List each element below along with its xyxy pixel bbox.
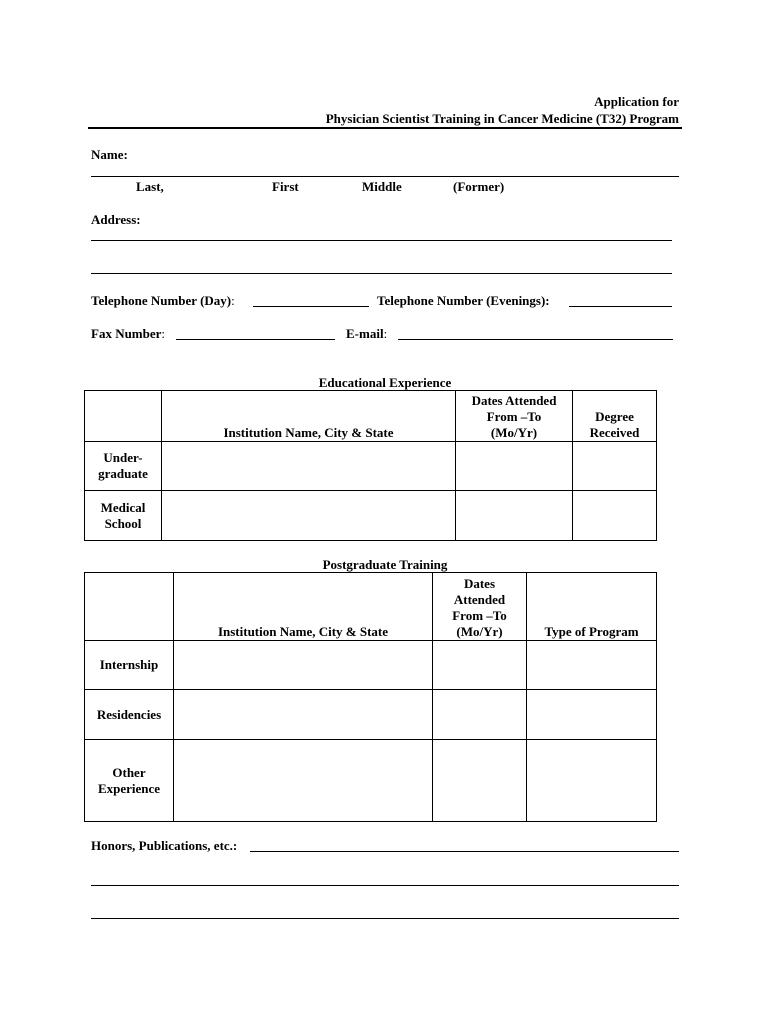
postgraduate-header-blank [85, 573, 174, 641]
name-label: Name: [91, 147, 128, 162]
postgraduate-cell-dates[interactable] [433, 740, 527, 822]
education-header-blank [85, 391, 162, 442]
postgraduate-row-label: Internship [85, 641, 174, 690]
education-title: Educational Experience [318, 375, 452, 390]
name-sub-middle: Middle [362, 179, 402, 194]
education-table [84, 390, 657, 541]
postgraduate-cell-institution[interactable] [174, 740, 433, 822]
postgraduate-cell-program-type[interactable] [527, 641, 657, 690]
postgraduate-header-program-type: Type of Program [527, 573, 657, 641]
honors-label: Honors, Publications, etc.: [91, 838, 238, 853]
phone-evening-label: Telephone Number (Evenings): [377, 293, 550, 308]
email-input-line[interactable] [398, 339, 673, 340]
education-cell-institution[interactable] [162, 442, 456, 491]
address-label: Address: [91, 212, 141, 227]
name-sub-former: (Former) [453, 179, 505, 194]
education-row-label: Under- graduate [85, 442, 162, 491]
postgraduate-cell-program-type[interactable] [527, 740, 657, 822]
education-cell-degree[interactable] [573, 442, 657, 491]
honors-input-line-3[interactable] [91, 918, 679, 919]
postgraduate-cell-institution[interactable] [174, 690, 433, 740]
address-line-2[interactable] [91, 273, 672, 274]
postgraduate-header-institution: Institution Name, City & State [174, 573, 433, 641]
postgraduate-cell-dates[interactable] [433, 690, 527, 740]
postgraduate-title: Postgraduate Training [322, 557, 448, 572]
email-label: E-mail: [346, 326, 388, 341]
fax-input-line[interactable] [176, 339, 335, 340]
phone-day-label: Telephone Number (Day): [91, 293, 235, 308]
name-sub-first: First [272, 179, 299, 194]
header-rule [88, 127, 682, 129]
education-cell-dates[interactable] [456, 442, 573, 491]
postgraduate-header-row [85, 573, 657, 641]
postgraduate-cell-program-type[interactable] [527, 690, 657, 740]
honors-input-line-1[interactable] [250, 851, 679, 852]
postgraduate-row-residencies [85, 690, 657, 740]
postgraduate-row-label: Residencies [85, 690, 174, 740]
education-row-medical-school [85, 491, 657, 541]
form-title-line2: Physician Scientist Training in Cancer Medicine (T32) Program [325, 111, 679, 126]
fax-label: Fax Number: [91, 326, 166, 341]
phone-evening-input-line[interactable] [569, 306, 672, 307]
postgraduate-header-dates: Dates Attended From –To (Mo/Yr) [433, 573, 527, 641]
education-cell-institution[interactable] [162, 491, 456, 541]
form-title-line1: Application for [594, 94, 679, 109]
education-header-row [85, 391, 657, 442]
name-input-line[interactable] [91, 176, 679, 177]
phone-day-input-line[interactable] [253, 306, 369, 307]
postgraduate-table [84, 572, 657, 822]
postgraduate-row-label: Other Experience [85, 740, 174, 822]
education-cell-dates[interactable] [456, 491, 573, 541]
education-cell-degree[interactable] [573, 491, 657, 541]
honors-input-line-2[interactable] [91, 885, 679, 886]
address-line-1[interactable] [91, 240, 672, 241]
education-row-undergraduate [85, 442, 657, 491]
education-header-degree: Degree Received [573, 391, 657, 442]
name-sub-last: Last, [136, 179, 164, 194]
postgraduate-cell-dates[interactable] [433, 641, 527, 690]
education-header-dates: Dates Attended From –To (Mo/Yr) [456, 391, 573, 442]
postgraduate-row-other-experience [85, 740, 657, 822]
education-row-label: Medical School [85, 491, 162, 541]
postgraduate-cell-institution[interactable] [174, 641, 433, 690]
postgraduate-row-internship [85, 641, 657, 690]
education-header-institution: Institution Name, City & State [162, 391, 456, 442]
